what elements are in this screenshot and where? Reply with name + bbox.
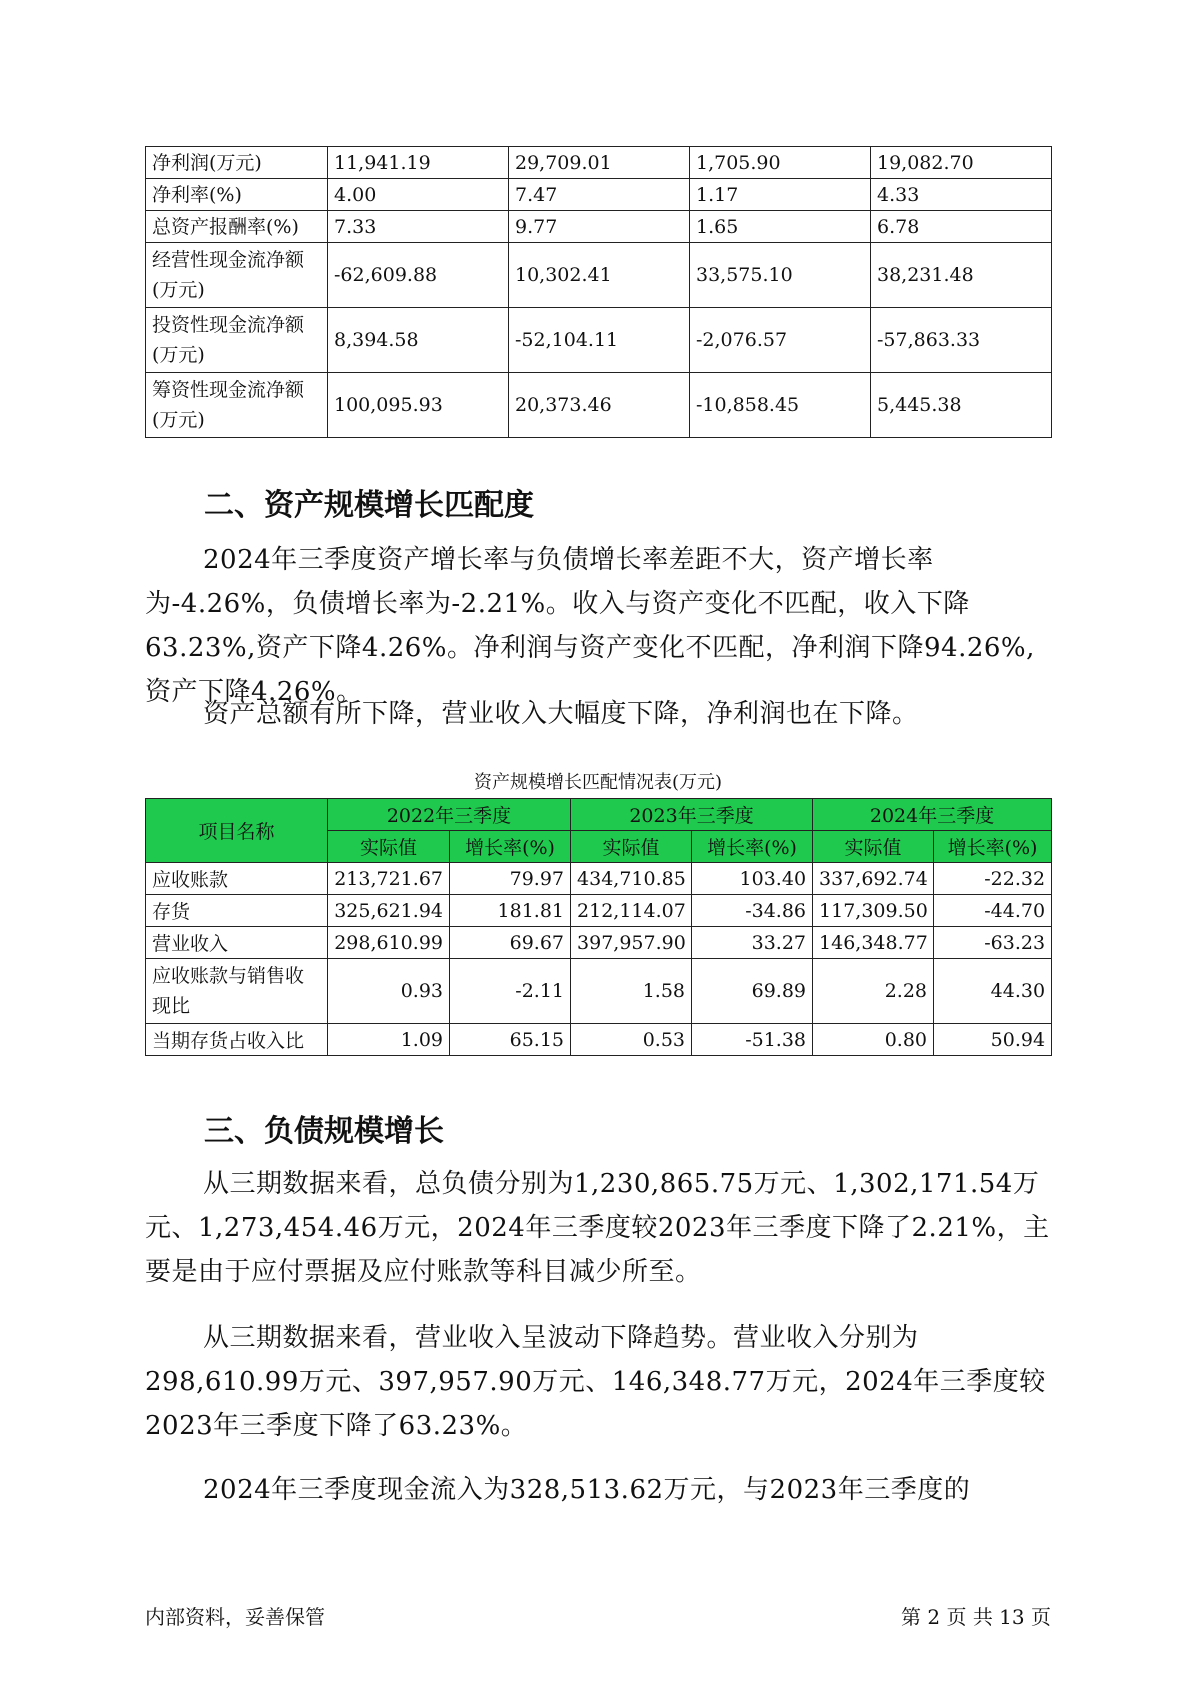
table-cell: 50.94 (934, 1024, 1052, 1056)
row-label: 净利润(万元) (146, 147, 328, 179)
paragraph: 2024年三季度资产增长率与负债增长率差距不大，资产增长率为-4.26%，负债增长率为-2.21%。收入与资产变化不匹配，收入下降63.23%,资产下降4.26%。净利润与资产变化不匹配，净利润下降94.26%,资产下降4.26%。 (145, 545, 1035, 707)
column-header: 增长率(%) (934, 831, 1052, 863)
paragraph: 从三期数据来看，总负债分别为1,230,865.75万元、1,302,171.54万元、1,273,454.46万元，2024年三季度较2023年三季度下降了2.21%，主要是由于应付票据及应付账款等科目减少所至。 (145, 1169, 1050, 1287)
section-heading: 三、负债规模增长 (204, 1114, 444, 1149)
column-header: 实际值 (328, 831, 450, 863)
row-label: 当期存货占收入比 (146, 1024, 328, 1056)
table-cell: -51.38 (692, 1024, 813, 1056)
table-cell: 100,095.93 (328, 373, 509, 438)
table-cell: 1.65 (690, 211, 871, 243)
table-cell: 5,445.38 (871, 373, 1052, 438)
table-cell: 2.28 (813, 959, 934, 1024)
table-cell: 4.33 (871, 179, 1052, 211)
table-caption: 资产规模增长匹配情况表(万元) (473, 772, 723, 793)
table-cell: 9.77 (509, 211, 690, 243)
row-label: 应收账款 (146, 863, 328, 895)
financial-indicators-table (145, 146, 1052, 438)
table-row (146, 179, 1052, 211)
table-cell: 69.89 (692, 959, 813, 1024)
table-cell: -22.32 (934, 863, 1052, 895)
table-cell: 1.58 (571, 959, 692, 1024)
column-header: 实际值 (571, 831, 692, 863)
table-row (146, 1024, 1052, 1056)
column-header: 2022年三季度 (328, 799, 571, 831)
table-cell: 146,348.77 (813, 927, 934, 959)
table-cell: 7.33 (328, 211, 509, 243)
row-label: 营业收入 (146, 927, 328, 959)
table-cell: 65.15 (450, 1024, 571, 1056)
asset-match-table (145, 798, 1052, 1056)
table-row (146, 895, 1052, 927)
table-cell: 33.27 (692, 927, 813, 959)
table-cell: 1,705.90 (690, 147, 871, 179)
table-cell: 11,941.19 (328, 147, 509, 179)
paragraph: 资产总额有所下降，营业收入大幅度下降，净利润也在下降。 (203, 699, 919, 729)
column-header: 项目名称 (146, 799, 328, 863)
table-cell: 10,302.41 (509, 243, 690, 308)
column-header: 2024年三季度 (813, 799, 1052, 831)
table-cell: 397,957.90 (571, 927, 692, 959)
table-row (146, 959, 1052, 1024)
table-header-row (146, 799, 1052, 831)
table-cell: 337,692.74 (813, 863, 934, 895)
table-cell: 33,575.10 (690, 243, 871, 308)
page-number: 第 2 页 共 13 页 (901, 1605, 1051, 1629)
table-row (146, 308, 1052, 373)
row-label: 投资性现金流净额(万元) (146, 308, 328, 373)
table-cell: 1.17 (690, 179, 871, 211)
table-cell: 325,621.94 (328, 895, 450, 927)
column-header: 2023年三季度 (571, 799, 813, 831)
table-row (146, 373, 1052, 438)
paragraph: 从三期数据来看，营业收入呈波动下降趋势。营业收入分别为298,610.99万元、397,957.90万元、146,348.77万元，2024年三季度较2023年三季度下降了63.23%。 (145, 1323, 1046, 1441)
table-cell: 79.97 (450, 863, 571, 895)
table-cell: -2.11 (450, 959, 571, 1024)
table-row (146, 927, 1052, 959)
table-cell: 181.81 (450, 895, 571, 927)
table-cell: 1.09 (328, 1024, 450, 1056)
table-cell: 213,721.67 (328, 863, 450, 895)
table-cell: 117,309.50 (813, 895, 934, 927)
row-label: 净利率(%) (146, 179, 328, 211)
row-label: 存货 (146, 895, 328, 927)
footer-confidential: 内部资料，妥善保管 (145, 1605, 325, 1629)
table-cell: 0.93 (328, 959, 450, 1024)
table-cell: 6.78 (871, 211, 1052, 243)
column-header: 增长率(%) (450, 831, 571, 863)
table-cell: 44.30 (934, 959, 1052, 1024)
table-cell: 212,114.07 (571, 895, 692, 927)
table-cell: 434,710.85 (571, 863, 692, 895)
section-heading: 二、资产规模增长匹配度 (204, 488, 534, 523)
table-cell: -57,863.33 (871, 308, 1052, 373)
table-cell: 103.40 (692, 863, 813, 895)
table-cell: 8,394.58 (328, 308, 509, 373)
column-header: 实际值 (813, 831, 934, 863)
table-row (146, 863, 1052, 895)
table-cell: 69.67 (450, 927, 571, 959)
table-cell: 29,709.01 (509, 147, 690, 179)
table-cell: 38,231.48 (871, 243, 1052, 308)
table-cell: 20,373.46 (509, 373, 690, 438)
row-label: 经营性现金流净额(万元) (146, 243, 328, 308)
column-header: 增长率(%) (692, 831, 813, 863)
table-cell: -34.86 (692, 895, 813, 927)
table-cell: -63.23 (934, 927, 1052, 959)
table-cell: 19,082.70 (871, 147, 1052, 179)
table-cell: 298,610.99 (328, 927, 450, 959)
table-cell: 0.53 (571, 1024, 692, 1056)
table-row (146, 211, 1052, 243)
table-cell: -62,609.88 (328, 243, 509, 308)
table-row (146, 243, 1052, 308)
table-cell: -2,076.57 (690, 308, 871, 373)
row-label: 应收账款与销售收现比 (146, 959, 328, 1024)
row-label: 总资产报酬率(%) (146, 211, 328, 243)
table-cell: -10,858.45 (690, 373, 871, 438)
table-cell: -52,104.11 (509, 308, 690, 373)
table-row (146, 147, 1052, 179)
table-cell: -44.70 (934, 895, 1052, 927)
row-label: 筹资性现金流净额(万元) (146, 373, 328, 438)
paragraph: 2024年三季度现金流入为328,513.62万元，与2023年三季度的 (203, 1475, 971, 1505)
table-cell: 4.00 (328, 179, 509, 211)
table-cell: 7.47 (509, 179, 690, 211)
table-cell: 0.80 (813, 1024, 934, 1056)
